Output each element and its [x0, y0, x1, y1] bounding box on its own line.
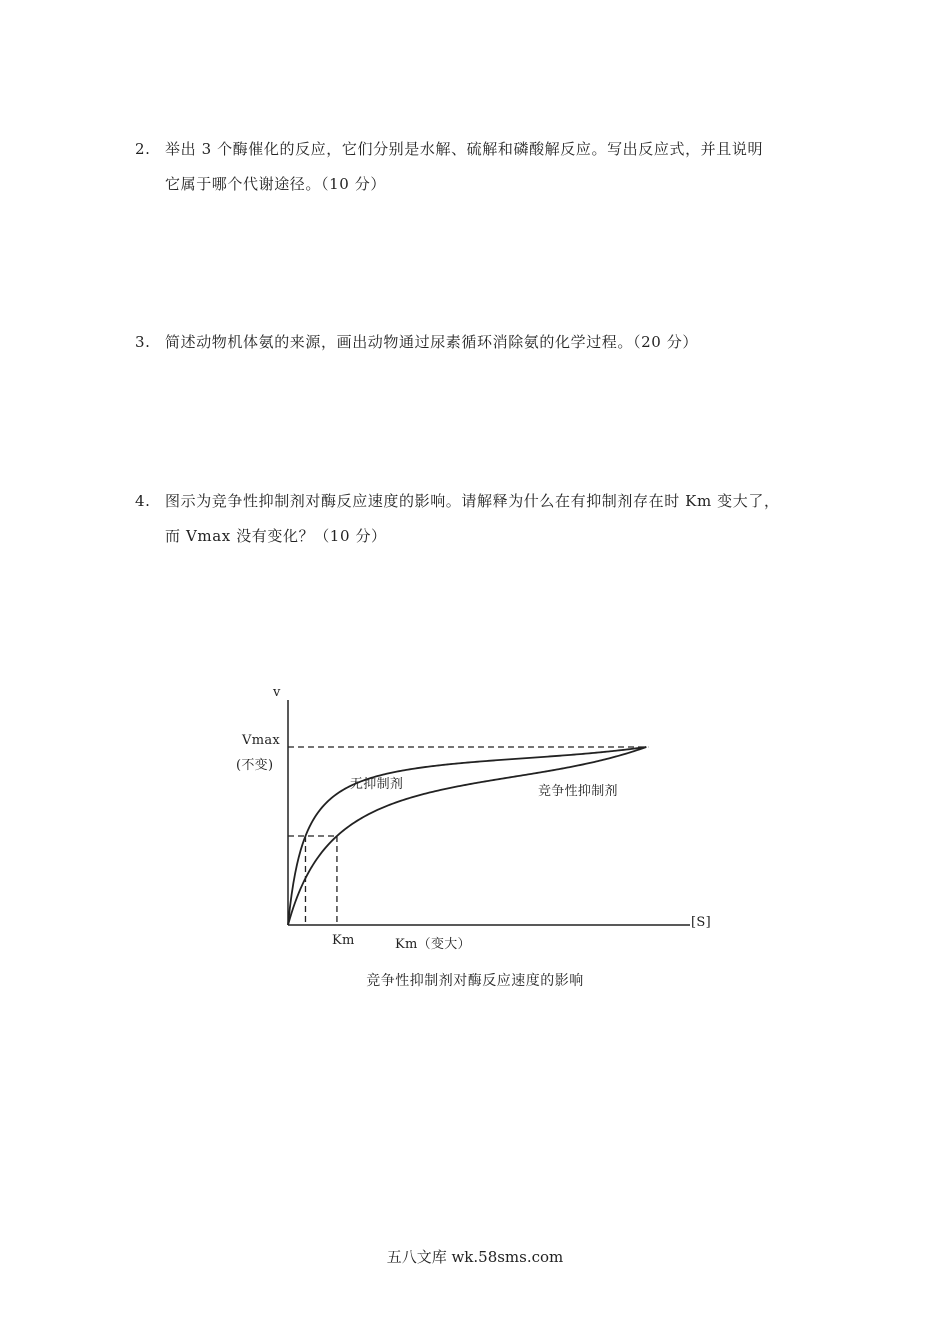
y-axis-label: v: [273, 685, 281, 700]
curve-inhibitor-label: 竞争性抑制剂: [538, 784, 618, 799]
figure-caption: 竞争性抑制剂对酶反应速度的影响: [366, 973, 584, 989]
vmax-label: Vmax: [242, 733, 280, 748]
question-text-line-2: 它属于哪个代谢途径。（10 分）: [165, 175, 386, 193]
curve-competitive-inhibitor: [288, 747, 646, 925]
kinetics-chart: [220, 680, 740, 950]
km-label: Km: [332, 933, 355, 948]
question-text-line-1: 简述动物机体氨的来源，画出动物通过尿素循环消除氨的化学过程。（20 分）: [165, 333, 698, 351]
question-4: [135, 484, 825, 554]
question-text-line-2: 而 Vmax 没有变化？（10 分）: [165, 527, 387, 545]
question-2: [135, 132, 825, 202]
question-number: 4.: [135, 492, 151, 510]
question-3: [135, 325, 825, 360]
x-axis-label: [S]: [691, 915, 711, 930]
footer-watermark: 五八文库 wk.58sms.com: [386, 1248, 564, 1266]
question-text-line-1: 举出 3 个酶催化的反应，它们分别是水解、硫解和磷酸解反应。写出反应式，并且说明: [165, 140, 764, 158]
enzyme-kinetics-figure: [220, 680, 740, 950]
vmax-note-label: (不变): [236, 758, 274, 773]
curve-no-inhibitor-label: 无抑制剂: [350, 777, 404, 792]
curve-no-inhibitor: [288, 747, 646, 925]
question-text-line-1: 图示为竞争性抑制剂对酶反应速度的影响。请解释为什么在有抑制剂存在时 Km 变大了，: [165, 492, 780, 510]
km-inhibited-label: Km（变大）: [395, 937, 471, 952]
question-number: 2.: [135, 140, 151, 158]
question-number: 3.: [135, 333, 151, 351]
